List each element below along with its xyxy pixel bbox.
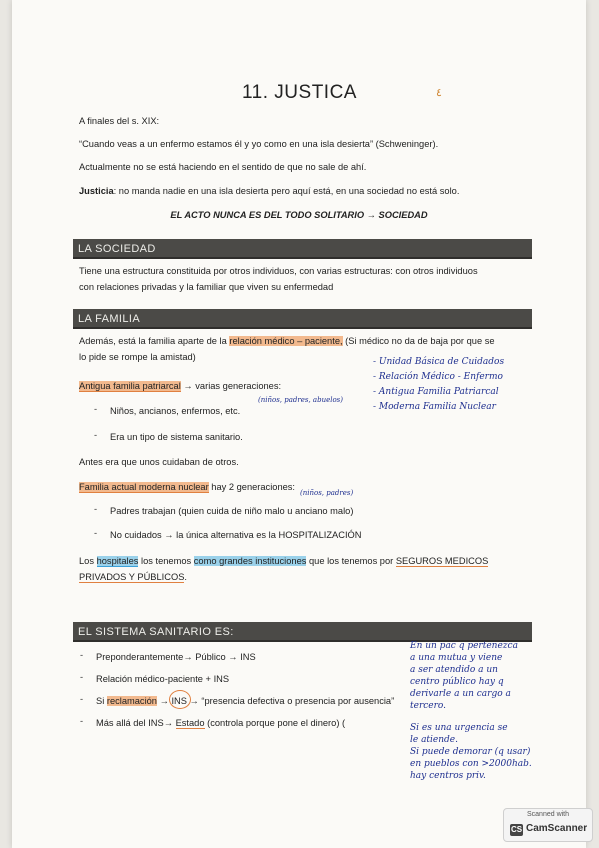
antigua-text: → varias generaciones:	[180, 381, 282, 391]
handwritten-list-2: - Relación Médico - Enfermo	[373, 372, 503, 382]
intro-line-1: A finales del s. XIX:	[79, 116, 160, 126]
familia-para-1-cont: lo pide se rompe la amistad)	[79, 352, 196, 362]
bullet-sistema-2: Relación médico-paciente + INS	[96, 674, 230, 684]
sistema-3-text: Si	[96, 696, 107, 706]
sistema-4-text: Más allá del INS→	[96, 718, 176, 728]
hosp-text: Los	[79, 556, 97, 566]
handwritten-note-4: centro público hay q	[410, 677, 504, 687]
handwritten-list-1: - Unidad Básica de Cuidados	[373, 357, 505, 367]
bullet-sistema-1: Preponderantemente→ Público → INS	[96, 652, 256, 662]
section-heading-sistema: EL SISTEMA SANITARIO ES:	[73, 622, 532, 642]
intro-quote: “Cuando veas a un enfermo estamos él y yo como en una isla desierta” (Schweninger).	[79, 139, 439, 149]
bullet-dash: -	[94, 504, 98, 514]
actual-text: hay 2 generaciones:	[208, 482, 296, 492]
hospitales-line-2	[79, 570, 539, 584]
bullet-sistema-4	[96, 716, 345, 730]
watermark-brand: CamScanner	[526, 823, 588, 834]
bullet-dash: -	[94, 430, 98, 440]
justicia-text: : no manda nadie en una isla desierta pero aquí está, en una sociedad no está solo.	[113, 186, 460, 196]
bullet-sistema-3	[96, 694, 394, 708]
handwritten-note-2: a una mutua y viene	[410, 653, 503, 663]
antes-line: Antes era que unos cuidaban de otros.	[79, 457, 239, 467]
handwritten-actual-note: (niños, padres)	[300, 489, 354, 497]
sociedad-text-2: con relaciones privadas y la familiar que viven su enfermedad	[79, 282, 334, 292]
section-heading-sociedad: LA SOCIEDAD	[73, 239, 532, 259]
highlight-familia-actual: Familia actual moderna nuclear	[79, 482, 209, 492]
bullet-antigua-1: Niños, ancianos, enfermos, etc.	[110, 406, 241, 416]
bullet-antigua-2: Era un tipo de sistema sanitario.	[110, 432, 243, 442]
bullet-dash: -	[94, 404, 98, 414]
handwritten-note-3: a ser atendido a un	[410, 665, 498, 675]
intro-line-3: Actualmente no se está haciendo en el sentido de que no sale de ahí.	[79, 162, 367, 172]
hospitalizacion-term: HOSPITALIZACIÓN	[278, 530, 362, 540]
underline-seguros: SEGUROS MEDICOS	[395, 556, 489, 566]
justicia-term: Justicia	[79, 186, 114, 196]
highlight-instituciones: como grandes instituciones	[193, 556, 307, 566]
bullet-actual-1: Padres trabajan (quien cuida de niño malo u anciano malo)	[110, 506, 354, 516]
sistema-4-text: (controla porque pone el dinero) (	[204, 718, 346, 728]
handwritten-note-6: tercero.	[410, 701, 447, 711]
watermark-caption: Scanned with	[526, 811, 570, 818]
handwritten-note-9: Si puede demorar (q usar)	[410, 747, 531, 757]
highlight-reclamacion: reclamación	[106, 696, 157, 706]
handwritten-list-3: - Antigua Familia Patriarcal	[373, 387, 499, 397]
bullet-dash: -	[80, 672, 84, 682]
familia-para-1	[79, 334, 539, 348]
underline-estado: Estado	[175, 718, 205, 728]
bullet-dash: -	[80, 716, 84, 726]
bullet-dash: -	[80, 650, 84, 660]
handwritten-list-4: - Moderna Familia Nuclear	[373, 402, 496, 412]
actual-2-text: No cuidados → la única alternativa es la	[110, 530, 279, 540]
handwritten-note-10: en pueblos con >2000hab.	[410, 759, 532, 769]
handwritten-note-11: hay centros priv.	[410, 771, 486, 781]
ins-circle-annotation	[169, 690, 191, 709]
highlight-relacion: relación médico – paciente,	[229, 336, 343, 346]
underline-privados: PRIVADOS Y PÚBLICOS	[79, 572, 185, 582]
hosp-text: que los tenemos por	[306, 556, 396, 566]
bullet-dash: -	[80, 694, 84, 704]
highlight-hospitales: hospitales	[96, 556, 139, 566]
hosp-end: .	[184, 572, 187, 582]
page-title: 11. JUSTICA	[242, 82, 357, 103]
handwritten-note-5: derivarle a un cargo a	[410, 689, 511, 699]
sociedad-text-1: Tiene una estructura constituida por otros individuos, con varias estructuras: con otros individuos	[79, 266, 478, 276]
familia-text: Además, está la familia aparte de la	[79, 336, 230, 346]
handwritten-note-7: Si es una urgencia se	[410, 723, 508, 733]
sistema-3-text: → INS → “presencia defectiva o presencia por ausencia”	[156, 696, 395, 706]
handwritten-note-1: En un pac q pertenezca	[410, 641, 518, 651]
intro-centered-statement: EL ACTO NUNCA ES DEL TODO SOLITARIO → SOCIEDAD	[170, 210, 428, 220]
hospitales-line-1	[79, 554, 539, 568]
handwritten-antigua-note: (niños, padres, abuelos)	[258, 396, 343, 404]
hosp-text: los tenemos	[138, 556, 194, 566]
ink-mark: ٤	[436, 87, 442, 99]
familia-text: (Si médico no da de baja por que se	[342, 336, 495, 346]
bullet-actual-2	[110, 528, 361, 542]
bullet-dash: -	[94, 528, 98, 538]
camscanner-watermark	[503, 808, 593, 842]
section-heading-familia: LA FAMILIA	[73, 309, 532, 329]
handwritten-note-8: le atiende.	[410, 735, 458, 745]
highlight-antigua-familia: Antigua familia patriarcal	[79, 381, 181, 391]
camscanner-logo-icon: CS	[510, 825, 523, 834]
justicia-definition	[79, 184, 539, 198]
